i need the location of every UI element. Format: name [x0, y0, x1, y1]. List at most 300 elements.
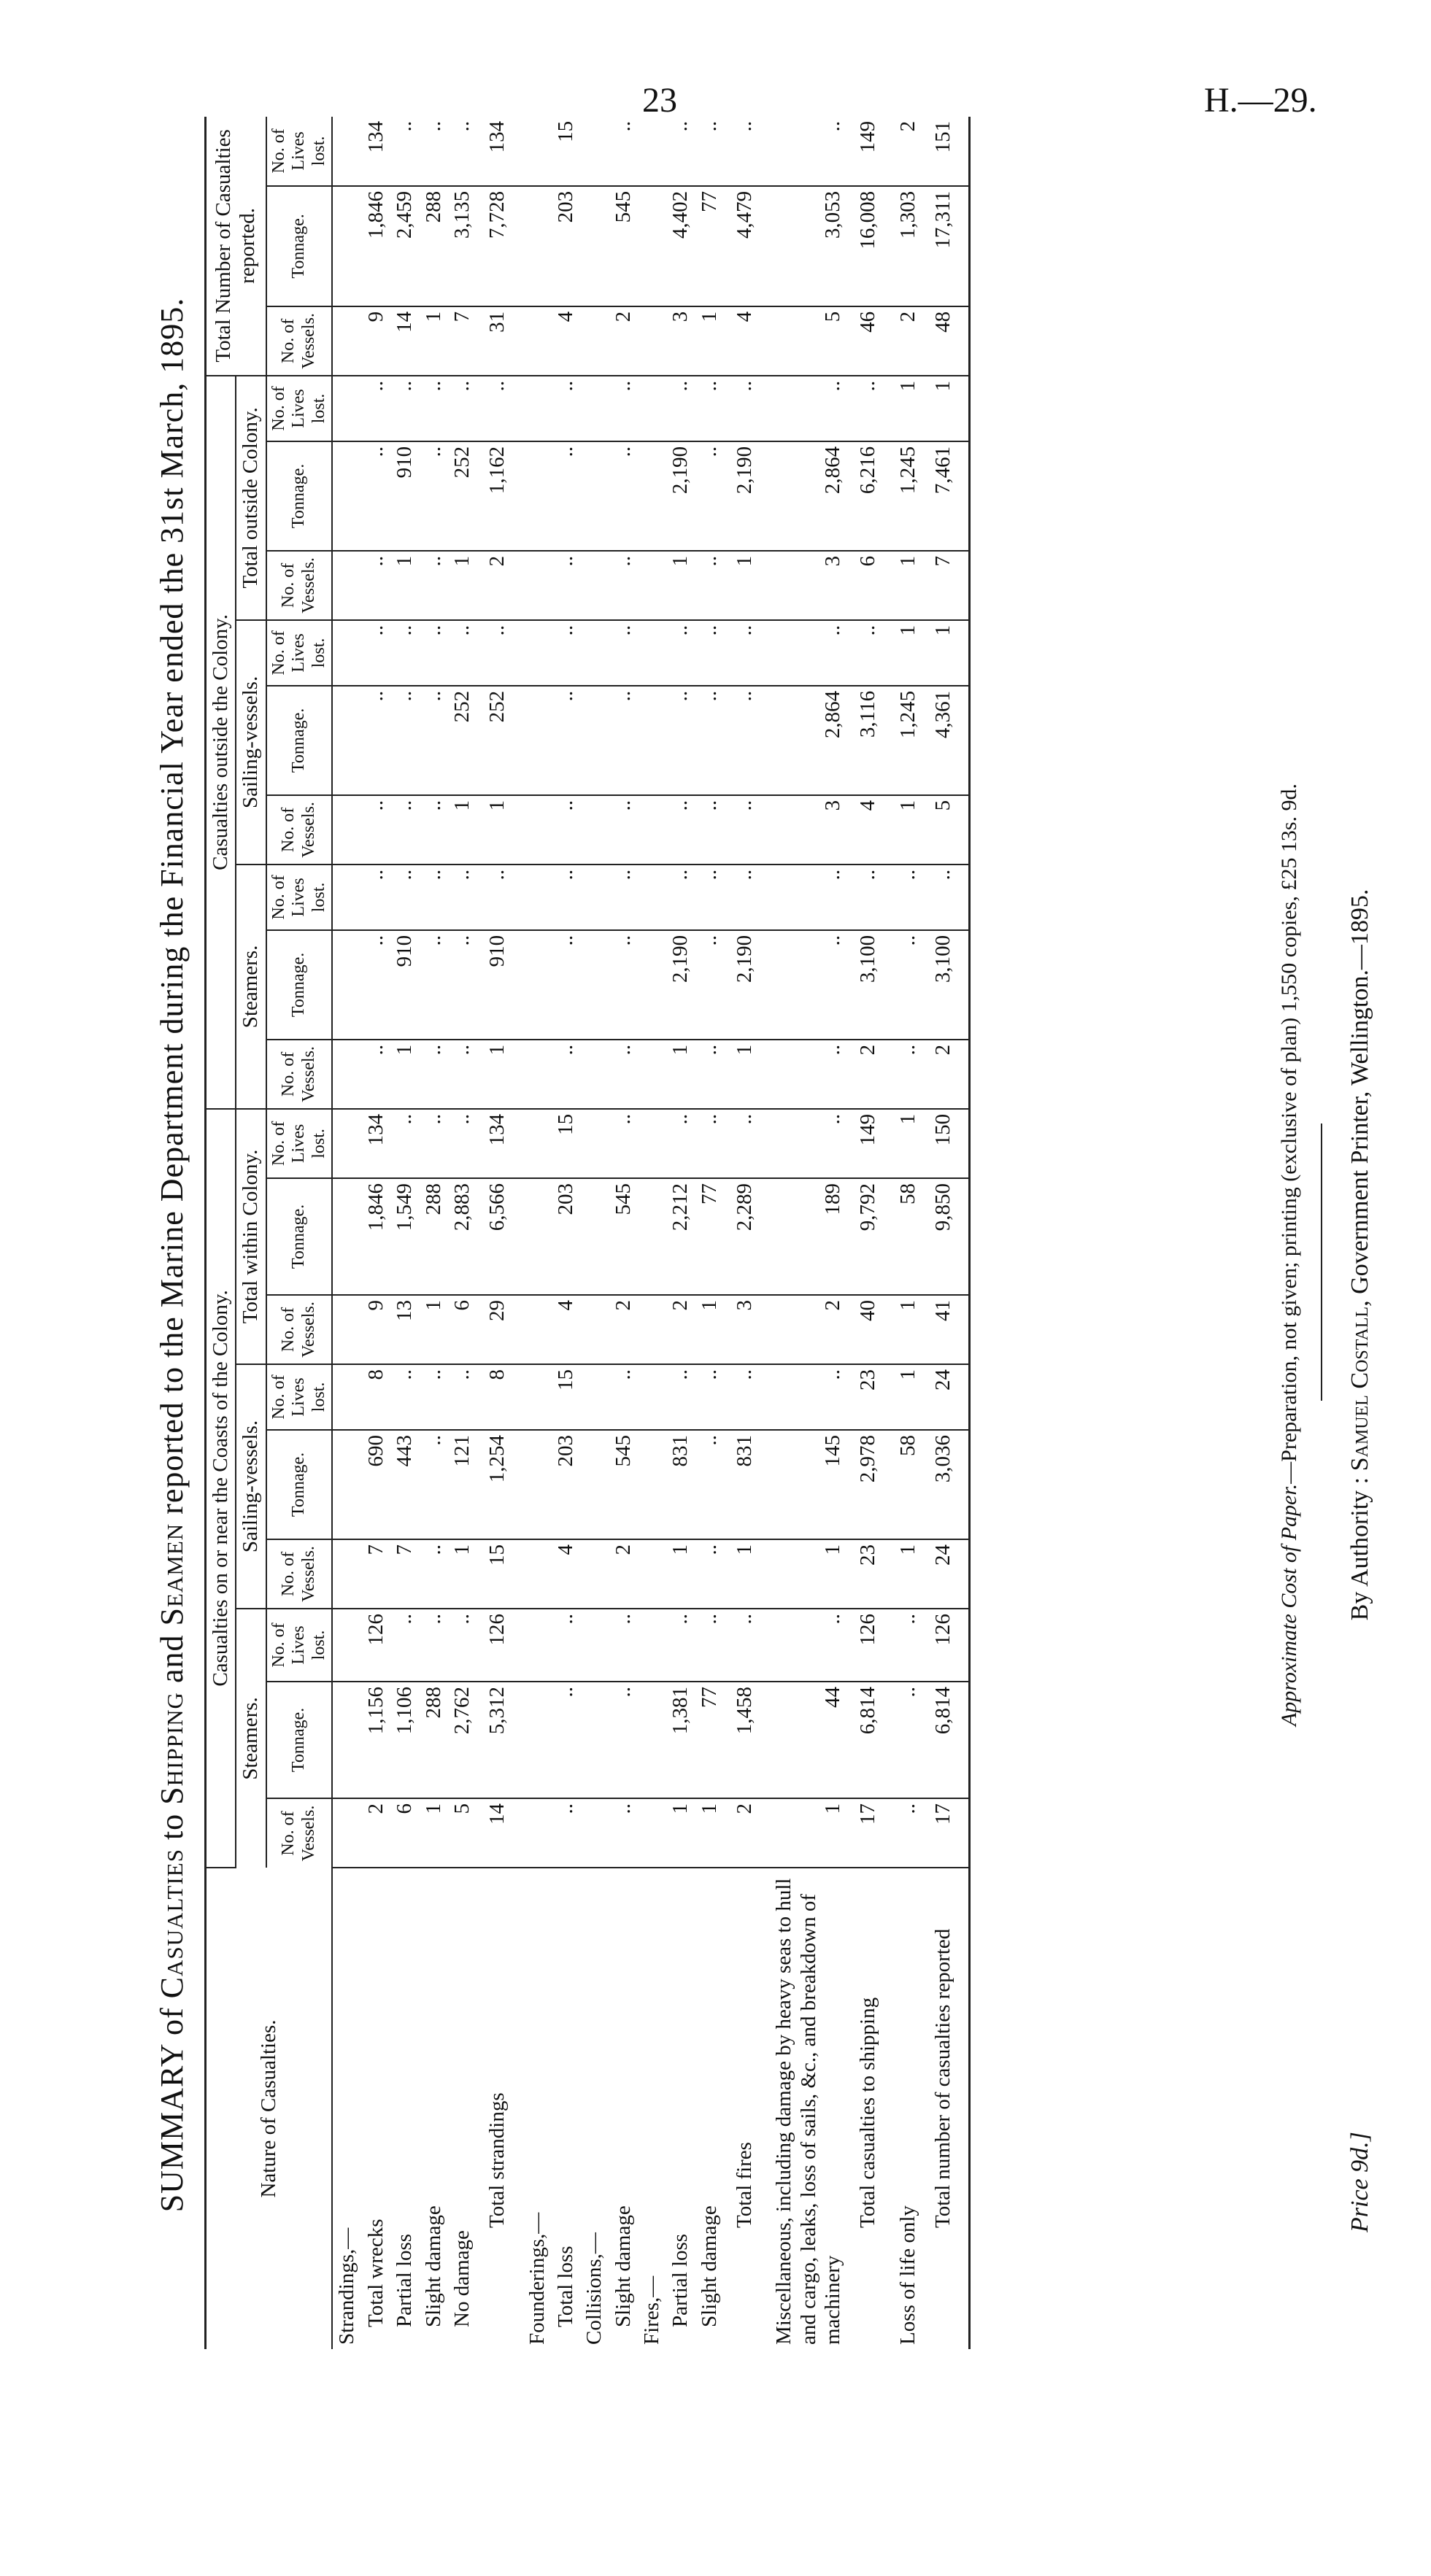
- table-cell: 1: [420, 1798, 448, 1868]
- table-cell: ..: [552, 795, 580, 865]
- table-cell: ..: [420, 551, 448, 620]
- table-cell: [523, 686, 552, 795]
- table-cell: [332, 306, 361, 376]
- table-cell: [638, 1109, 666, 1178]
- table-cell: 1: [695, 1295, 724, 1364]
- table-cell: ..: [609, 1798, 638, 1868]
- document-code: H.—29.: [1204, 81, 1317, 120]
- table-cell: ..: [666, 865, 695, 930]
- table-cell: 40: [847, 1295, 893, 1364]
- table-cell: ..: [609, 1609, 638, 1682]
- table-cell: [332, 1430, 361, 1539]
- table-cell: ..: [552, 930, 580, 1040]
- table-cell: ..: [390, 795, 419, 865]
- table-cell: 5,312: [477, 1682, 522, 1798]
- table-cell: ..: [695, 1364, 724, 1430]
- table-cell: [638, 376, 666, 441]
- table-cell: ..: [666, 376, 695, 441]
- table-cell: 2: [770, 1295, 847, 1364]
- table-cell: ..: [724, 1609, 770, 1682]
- table-cell: [580, 930, 609, 1040]
- table-cell: ..: [420, 865, 448, 930]
- table-cell: ..: [552, 1682, 580, 1798]
- table-row: [477, 117, 522, 2349]
- column-header-lives: No. of Lives lost.: [266, 117, 333, 186]
- table-cell: ..: [609, 1040, 638, 1109]
- table-cell: ..: [894, 1609, 922, 1682]
- table-row: [922, 117, 970, 2349]
- table-cell: ..: [695, 117, 724, 186]
- table-cell: 4: [552, 306, 580, 376]
- table-cell: 3,053: [770, 186, 847, 306]
- table-cell: [332, 1364, 361, 1430]
- table-cell: ..: [922, 865, 970, 930]
- table-cell: [523, 1178, 552, 1295]
- table-cell: 5: [448, 1798, 477, 1868]
- table-cell: ..: [362, 551, 390, 620]
- column-header-tonnage: Tonnage.: [266, 186, 333, 306]
- table-cell: [523, 865, 552, 930]
- table-cell: 2,289: [724, 1178, 770, 1295]
- table-cell: 252: [448, 441, 477, 551]
- table-row: [448, 117, 477, 2349]
- table-cell: 252: [477, 686, 522, 795]
- table-cell: 1: [724, 1040, 770, 1109]
- table-cell: [638, 1682, 666, 1798]
- table-cell: [523, 795, 552, 865]
- group-outside-colony: Casualties outside the Colony.: [206, 376, 236, 1109]
- row-label: Total number of casualties reported: [922, 1868, 970, 2349]
- table-cell: 7,461: [922, 441, 970, 551]
- table-cell: ..: [666, 686, 695, 795]
- table-row: [362, 117, 390, 2349]
- table-cell: 3,036: [922, 1430, 970, 1539]
- table-cell: ..: [552, 1040, 580, 1109]
- table-cell: ..: [609, 686, 638, 795]
- table-cell: [332, 686, 361, 795]
- table-cell: ..: [362, 930, 390, 1040]
- table-cell: [638, 1539, 666, 1609]
- table-cell: 1,458: [724, 1682, 770, 1798]
- table-cell: ..: [362, 686, 390, 795]
- column-header-lives: No. of Lives lost.: [266, 1609, 333, 1682]
- table-cell: ..: [695, 865, 724, 930]
- table-cell: ..: [420, 376, 448, 441]
- table-cell: 6,216: [847, 441, 893, 551]
- table-cell: ..: [609, 1364, 638, 1430]
- table-cell: ..: [666, 117, 695, 186]
- table-cell: 8: [477, 1364, 522, 1430]
- table-cell: [523, 1109, 552, 1178]
- table-cell: ..: [609, 865, 638, 930]
- table-cell: 6,566: [477, 1178, 522, 1295]
- table-cell: ..: [552, 376, 580, 441]
- table-cell: 9,850: [922, 1178, 970, 1295]
- table-cell: [523, 306, 552, 376]
- table-cell: 1,303: [894, 186, 922, 306]
- table-cell: 690: [362, 1430, 390, 1539]
- row-label: Total fires: [732, 2142, 756, 2228]
- table-cell: 126: [922, 1609, 970, 1682]
- table-cell: 1: [894, 795, 922, 865]
- table-cell: [638, 1430, 666, 1539]
- table-cell: 1: [390, 1040, 419, 1109]
- table-cell: ..: [552, 1609, 580, 1682]
- table-cell: ..: [390, 686, 419, 795]
- table-cell: 4: [552, 1295, 580, 1364]
- table-cell: ..: [695, 620, 724, 686]
- table-cell: 2: [477, 551, 522, 620]
- table-cell: 149: [847, 117, 893, 186]
- table-cell: 6: [448, 1295, 477, 1364]
- table-cell: ..: [420, 620, 448, 686]
- table-cell: 203: [552, 186, 580, 306]
- row-label: Total wrecks: [363, 2219, 387, 2327]
- table-cell: ..: [420, 930, 448, 1040]
- table-cell: ..: [894, 1040, 922, 1109]
- table-cell: 1: [770, 1539, 847, 1609]
- table-cell: ..: [695, 441, 724, 551]
- table-cell: ..: [362, 795, 390, 865]
- table-cell: [580, 1798, 609, 1868]
- table-cell: 1: [894, 1295, 922, 1364]
- table-cell: ..: [552, 1798, 580, 1868]
- table-cell: 126: [477, 1609, 522, 1682]
- table-cell: [523, 376, 552, 441]
- table-cell: 1,381: [666, 1682, 695, 1798]
- column-header-tonnage: Tonnage.: [266, 1430, 333, 1539]
- column-header-vessels: No. of Vessels.: [266, 1798, 333, 1868]
- table-cell: 134: [477, 117, 522, 186]
- row-label: No damage: [450, 2230, 474, 2327]
- table-cell: ..: [770, 376, 847, 441]
- table-cell: ..: [448, 1040, 477, 1109]
- table-cell: ..: [362, 865, 390, 930]
- table-cell: 24: [922, 1539, 970, 1609]
- table-cell: ..: [420, 1539, 448, 1609]
- table-cell: 4,479: [724, 186, 770, 306]
- table-cell: 15: [552, 117, 580, 186]
- table-cell: 2: [922, 1040, 970, 1109]
- row-label: Slight damage: [611, 2205, 635, 2327]
- row-label: Total casualties to shipping: [856, 1997, 880, 2228]
- table-cell: ..: [724, 117, 770, 186]
- table-cell: [332, 1109, 361, 1178]
- table-cell: [638, 117, 666, 186]
- table-cell: 3: [770, 551, 847, 620]
- table-cell: ..: [609, 1682, 638, 1798]
- table-cell: ..: [847, 865, 893, 930]
- table-cell: [580, 686, 609, 795]
- table-cell: ..: [390, 865, 419, 930]
- table-cell: 2,459: [390, 186, 419, 306]
- table-row: [390, 117, 419, 2349]
- table-cell: 2: [666, 1295, 695, 1364]
- table-cell: 2,190: [666, 930, 695, 1040]
- table-cell: ..: [420, 686, 448, 795]
- table-cell: ..: [477, 620, 522, 686]
- price-note: Price 9d.]: [1346, 2132, 1373, 2232]
- table-cell: ..: [420, 1109, 448, 1178]
- table-cell: 2: [609, 1539, 638, 1609]
- table-cell: 13: [390, 1295, 419, 1364]
- table-cell: 4: [724, 306, 770, 376]
- table-cell: [580, 1430, 609, 1539]
- table-cell: ..: [448, 930, 477, 1040]
- table-cell: [580, 1040, 609, 1109]
- table-cell: ..: [609, 551, 638, 620]
- table-cell: [332, 441, 361, 551]
- group-near-coasts: Casualties on or near the Coasts of the Colony.: [206, 1109, 236, 1868]
- table-cell: [638, 1295, 666, 1364]
- table-cell: 1,106: [390, 1682, 419, 1798]
- table-cell: 149: [847, 1109, 893, 1178]
- table-cell: ..: [724, 795, 770, 865]
- table-cell: ..: [609, 930, 638, 1040]
- table-cell: 1: [922, 376, 970, 441]
- table-cell: 1,549: [390, 1178, 419, 1295]
- table-cell: ..: [695, 551, 724, 620]
- table-cell: 203: [552, 1430, 580, 1539]
- table-cell: [638, 620, 666, 686]
- table-cell: ..: [695, 1040, 724, 1109]
- table-cell: 4: [847, 795, 893, 865]
- table-cell: 1: [894, 1364, 922, 1430]
- table-row: [847, 117, 893, 2349]
- table-cell: [523, 1364, 552, 1430]
- table-cell: 1: [894, 1539, 922, 1609]
- table-cell: 1: [894, 1109, 922, 1178]
- table-cell: ..: [666, 795, 695, 865]
- table-cell: ..: [390, 1609, 419, 1682]
- table-cell: [332, 1178, 361, 1295]
- row-label: Loss of life only: [895, 2205, 919, 2345]
- table-cell: [580, 1682, 609, 1798]
- page-title: SUMMARY of Casualties to Shipping and Seamen reported to the Marine Department during the Financial Year ended the 31st March, 1895.: [154, 297, 190, 2213]
- table-cell: ..: [552, 686, 580, 795]
- divider-rule: [1321, 1123, 1322, 1401]
- table-cell: 9: [362, 1295, 390, 1364]
- table-cell: [523, 930, 552, 1040]
- table-cell: [523, 441, 552, 551]
- table-cell: 2: [609, 1295, 638, 1364]
- cost-note: Approximate Cost of Paper.—Preparation, not given; printing (exclusive of plan) 1,550 copies, £25 13s. 9d.: [1277, 783, 1301, 1727]
- sub-total-outside: Total outside Colony.: [236, 376, 266, 620]
- table-cell: 1: [666, 1040, 695, 1109]
- table-cell: 14: [477, 1798, 522, 1868]
- table-cell: [332, 1539, 361, 1609]
- column-header-tonnage: Tonnage.: [266, 930, 333, 1040]
- sub-sailing-outside: Sailing-vessels.: [236, 620, 266, 865]
- table-cell: 41: [922, 1295, 970, 1364]
- table-cell: [332, 620, 361, 686]
- table-cell: 2,864: [770, 441, 847, 551]
- authority-line: By Authority : Samuel Costall, Government Printer, Wellington.—1895.: [1346, 889, 1373, 1621]
- table-cell: ..: [362, 620, 390, 686]
- table-cell: 2: [362, 1798, 390, 1868]
- table-cell: ..: [770, 1040, 847, 1109]
- table-cell: 4,402: [666, 186, 695, 306]
- table-row: [724, 117, 770, 2349]
- table-cell: ..: [666, 1109, 695, 1178]
- table-cell: 1: [420, 1295, 448, 1364]
- table-cell: ..: [420, 1364, 448, 1430]
- column-header-vessels: No. of Vessels.: [266, 1539, 333, 1609]
- table-cell: ..: [724, 865, 770, 930]
- table-cell: [638, 1798, 666, 1868]
- table-cell: 288: [420, 1682, 448, 1798]
- table-cell: [332, 1682, 361, 1798]
- table-cell: [523, 551, 552, 620]
- column-header-vessels: No. of Vessels.: [266, 306, 333, 376]
- table-cell: [523, 117, 552, 186]
- table-cell: [332, 795, 361, 865]
- table-cell: 2,762: [448, 1682, 477, 1798]
- table-cell: 46: [847, 306, 893, 376]
- column-header-lives: No. of Lives lost.: [266, 1109, 333, 1178]
- table-cell: ..: [724, 686, 770, 795]
- table-row: [894, 117, 922, 2349]
- table-row: [523, 117, 552, 2349]
- table-cell: ..: [609, 441, 638, 551]
- table-cell: ..: [552, 441, 580, 551]
- table-cell: 1,162: [477, 441, 522, 551]
- table-cell: 3,100: [847, 930, 893, 1040]
- table-cell: 189: [770, 1178, 847, 1295]
- table-cell: 4,361: [922, 686, 970, 795]
- table-cell: 15: [552, 1364, 580, 1430]
- table-cell: 1: [666, 1539, 695, 1609]
- table-cell: [580, 1539, 609, 1609]
- table-cell: [523, 1295, 552, 1364]
- table-cell: ..: [390, 620, 419, 686]
- table-cell: 1,245: [894, 441, 922, 551]
- table-cell: ..: [695, 1539, 724, 1609]
- table-cell: [580, 865, 609, 930]
- table-cell: 58: [894, 1430, 922, 1539]
- table-cell: 134: [362, 117, 390, 186]
- table-cell: [332, 865, 361, 930]
- table-cell: 3: [770, 795, 847, 865]
- table-cell: 44: [770, 1682, 847, 1798]
- table-cell: ..: [770, 117, 847, 186]
- table-cell: [638, 306, 666, 376]
- table-cell: ..: [552, 865, 580, 930]
- table-cell: 7: [922, 551, 970, 620]
- column-header-lives: No. of Lives lost.: [266, 620, 333, 686]
- table-row: [332, 117, 361, 2349]
- table-cell: 3: [724, 1295, 770, 1364]
- table-cell: ..: [894, 930, 922, 1040]
- table-cell: [638, 1364, 666, 1430]
- table-cell: 1: [695, 1798, 724, 1868]
- table-cell: [638, 551, 666, 620]
- table-cell: 6,814: [922, 1682, 970, 1798]
- table-cell: [638, 1609, 666, 1682]
- table-cell: 2,212: [666, 1178, 695, 1295]
- column-header-vessels: No. of Vessels.: [266, 551, 333, 620]
- table-cell: 23: [847, 1539, 893, 1609]
- table-cell: ..: [390, 1109, 419, 1178]
- table-cell: 17,311: [922, 186, 970, 306]
- table-cell: 2: [724, 1798, 770, 1868]
- column-header-lives: No. of Lives lost.: [266, 376, 333, 441]
- table-cell: [523, 186, 552, 306]
- table-cell: 2,190: [724, 441, 770, 551]
- table-cell: 126: [847, 1609, 893, 1682]
- table-cell: 6,814: [847, 1682, 893, 1798]
- column-header-tonnage: Tonnage.: [266, 686, 333, 795]
- table-cell: 7: [362, 1539, 390, 1609]
- table-cell: [638, 1178, 666, 1295]
- table-cell: 1: [666, 551, 695, 620]
- table-cell: 77: [695, 186, 724, 306]
- table-cell: [523, 1682, 552, 1798]
- table-cell: ..: [695, 686, 724, 795]
- table-cell: [332, 1295, 361, 1364]
- table-cell: [332, 117, 361, 186]
- table-cell: 545: [609, 186, 638, 306]
- table-cell: ..: [420, 1430, 448, 1539]
- column-header-vessels: No. of Vessels.: [266, 1040, 333, 1109]
- table-cell: 6: [847, 551, 893, 620]
- table-cell: 443: [390, 1430, 419, 1539]
- table-cell: ..: [609, 376, 638, 441]
- row-label: Slight damage: [697, 2205, 721, 2327]
- table-cell: 545: [609, 1430, 638, 1539]
- table-cell: 1,846: [362, 1178, 390, 1295]
- table-row: [609, 117, 638, 2349]
- table-cell: 288: [420, 186, 448, 306]
- table-cell: [580, 795, 609, 865]
- table-cell: [638, 930, 666, 1040]
- table-cell: ..: [894, 1682, 922, 1798]
- table-cell: 1: [770, 1798, 847, 1868]
- table-cell: 58: [894, 1178, 922, 1295]
- table-cell: ..: [448, 117, 477, 186]
- table-cell: 831: [724, 1430, 770, 1539]
- page-header: [0, 44, 1431, 120]
- table-cell: ..: [552, 620, 580, 686]
- table-cell: [523, 1040, 552, 1109]
- column-header-tonnage: Tonnage.: [266, 1178, 333, 1295]
- row-label: Fires,—: [639, 2275, 663, 2345]
- table-cell: 1: [448, 1539, 477, 1609]
- table-cell: 1: [420, 306, 448, 376]
- table-cell: [580, 186, 609, 306]
- table-cell: ..: [609, 1109, 638, 1178]
- table-cell: 288: [420, 1178, 448, 1295]
- table-cell: 1: [724, 1539, 770, 1609]
- table-cell: ..: [362, 376, 390, 441]
- table-cell: [638, 1040, 666, 1109]
- table-cell: 24: [922, 1364, 970, 1430]
- table-cell: ..: [448, 1364, 477, 1430]
- table-cell: 1: [894, 620, 922, 686]
- table-cell: ..: [666, 1364, 695, 1430]
- table-cell: 31: [477, 306, 522, 376]
- table-cell: ..: [770, 620, 847, 686]
- table-cell: [332, 376, 361, 441]
- table-cell: 1: [724, 551, 770, 620]
- table-row: [638, 117, 666, 2349]
- table-cell: [580, 620, 609, 686]
- row-label: Strandings,—: [335, 2227, 359, 2345]
- table-cell: ..: [390, 117, 419, 186]
- table-cell: 3,116: [847, 686, 893, 795]
- table-cell: 1,156: [362, 1682, 390, 1798]
- sub-sailing-near: Sailing-vessels.: [236, 1364, 266, 1609]
